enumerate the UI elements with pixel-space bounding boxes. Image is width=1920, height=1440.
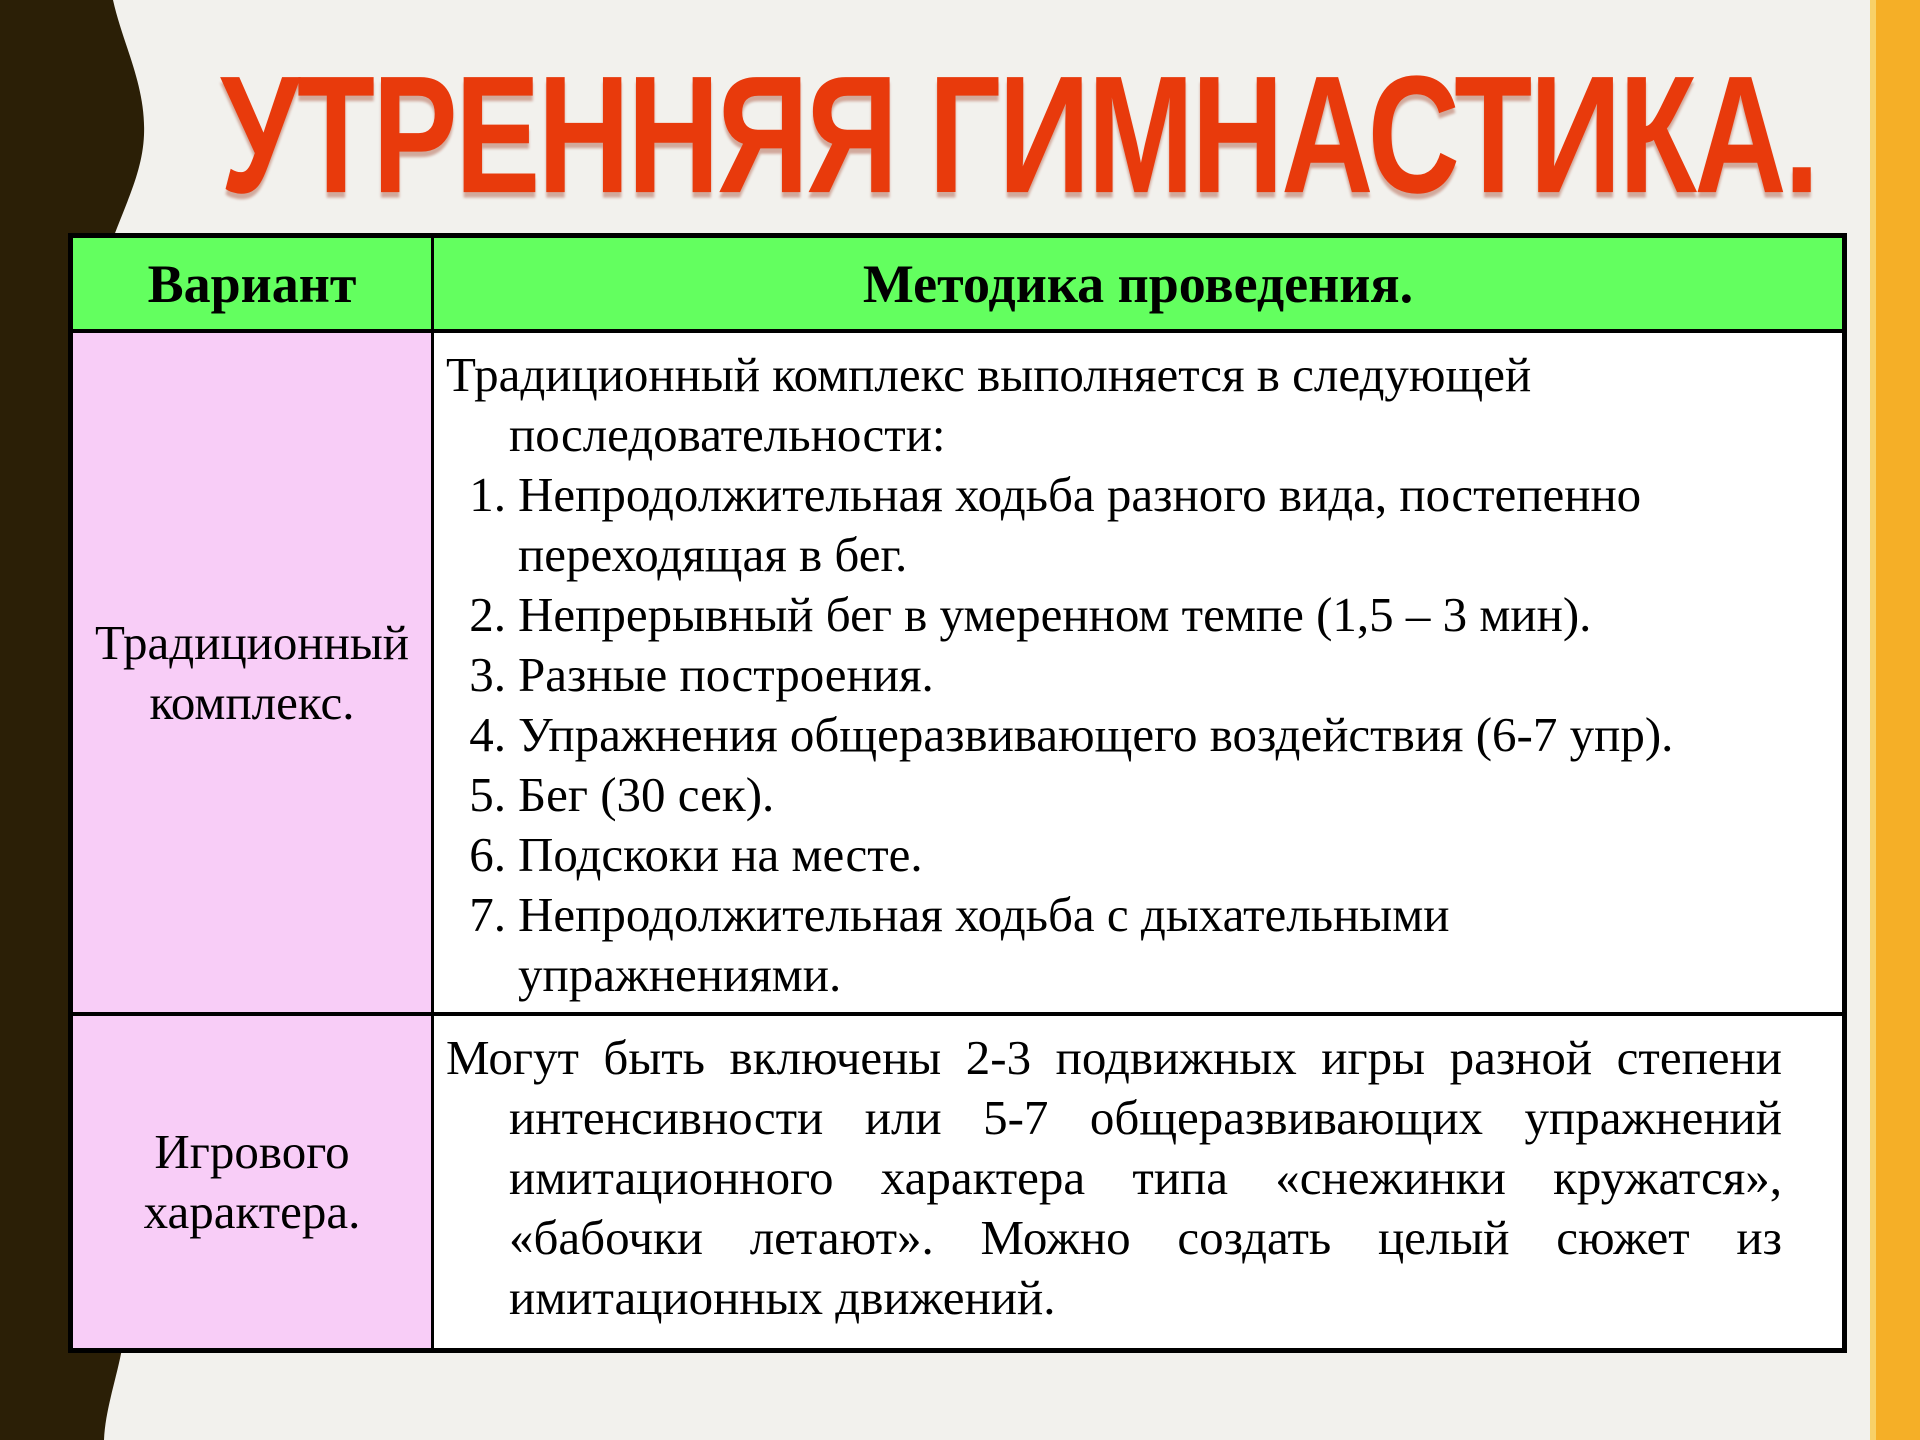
gymnastics-table [68,233,1847,1353]
list-item [446,885,1782,1005]
list-item [446,765,1782,825]
item-text: Подскоки на месте. [518,827,923,882]
item-number: 1. [469,467,506,522]
right-band-decoration [1876,0,1920,1440]
traditional-numbered-list [446,465,1782,1005]
item-number: 4. [469,707,506,762]
list-item [446,825,1782,885]
header-method-label: Методика проведения. [862,253,1414,314]
variant-game-label: Игрового характера. [143,1124,361,1239]
item-text: Разные построения. [518,647,934,702]
header-cell-variant [73,238,434,333]
item-number: 3. [469,647,506,702]
list-item [446,585,1782,645]
item-number: 7. [469,887,506,942]
title-container [68,41,1847,229]
item-text: Непродолжительная ходьба с дыхательными упражнениями. [518,887,1450,1002]
item-text: Упражнения общеразвивающего воздействия (6-7 упр). [518,707,1674,762]
header-cell-method [434,238,1842,333]
item-text: Непрерывный бег в умеренном темпе (1,5 – 3 мин). [518,587,1592,642]
traditional-intro-text: Традиционный комплекс выполняется в следующей последовательности: [446,347,1532,462]
slide-title: УТРЕННЯЯ ГИМНАСТИКА. [220,41,1818,229]
list-item [446,645,1782,705]
variant-cell-game [73,1016,434,1348]
list-item [446,465,1782,585]
variant-traditional-label: Традиционный комплекс. [94,614,409,730]
list-item [446,705,1782,765]
item-number: 6. [469,827,506,882]
header-variant-label: Вариант [147,253,357,314]
item-number: 5. [469,767,506,822]
method-cell-traditional [434,333,1842,1016]
method-cell-game [434,1016,1842,1348]
item-text: Бег (30 сек). [518,767,775,822]
game-paragraph-text: Могут быть включены 2-3 подвижных игры разной степени интенсивности или 5-7 общеразвивающих упражнений имитационного характера типа «снежинки кружатся», «бабочки летают». Можно создать целый сюжет из имитационных движений. [446,1030,1782,1325]
item-text: Непродолжительная ходьба разного вида, постепенно переходящая в бег. [518,467,1642,582]
item-number: 2. [469,587,506,642]
variant-cell-traditional [73,333,434,1016]
